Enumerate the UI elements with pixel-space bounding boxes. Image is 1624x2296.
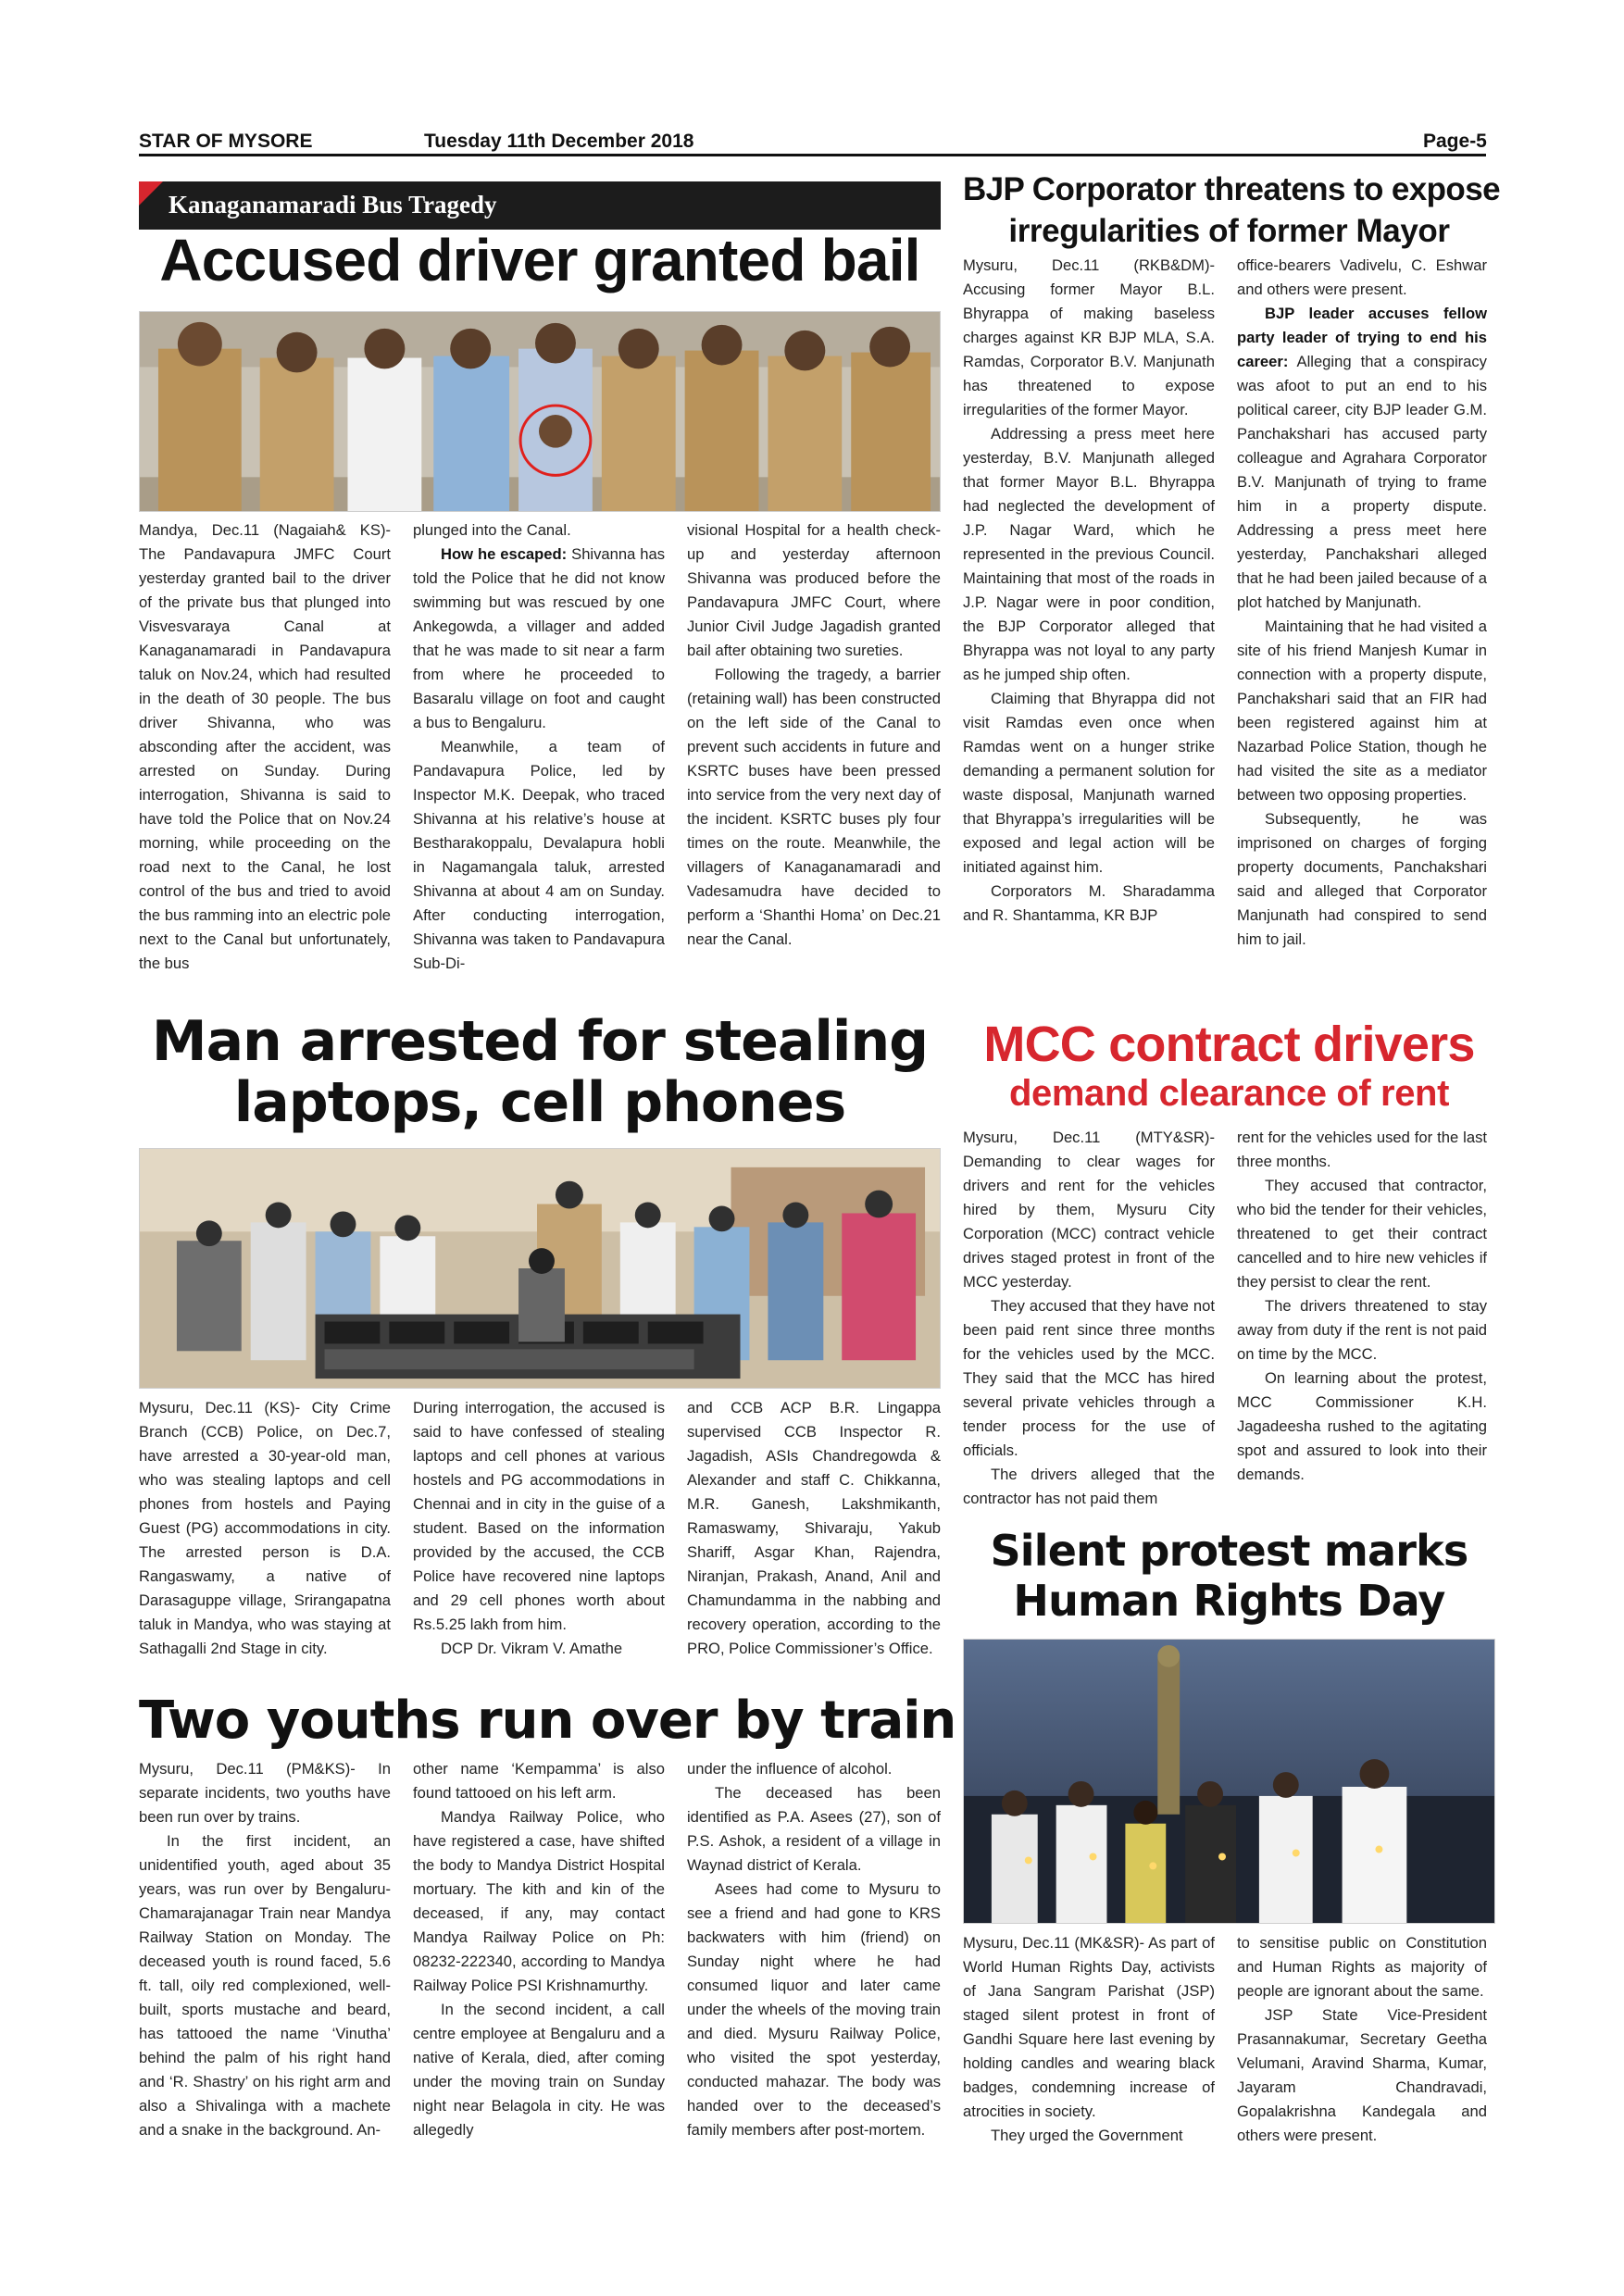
header-rule xyxy=(139,154,1486,156)
story2-col2-p1: office-bearers Vadivelu, C. Eshwar and others were present. xyxy=(1237,256,1487,298)
story3-col1-text: Mysuru, Dec.11 (KS)- City Crime Branch (CCB) Police, on Dec.7, have arrested a 30-year-old man, who was stealing laptops and cell phones from hostels and Paying Guest (PG) accommodations in city. The arrested person is D.A. Rangaswamy, a native of Darasaguppe village, Srirangapatna taluk in Mandya, who was staying at Sathagalli 2nd Stage in city. xyxy=(139,1399,391,1657)
story1-col1 xyxy=(139,518,391,1009)
story1-headline: Accused driver granted bail xyxy=(159,227,920,293)
story1-col2-p2-text: Shivanna has told the Police that he did not know swimming but was rescued by one Ankegowda, a villager and added that he was made to sit near a farm from where he proceeded to Basaralu village on foot and caught a bus to Bengaluru. xyxy=(413,545,665,731)
story5-headline-line1: Silent protest marks xyxy=(990,1526,1468,1576)
story3-col2-p1: During interrogation, the accused is said to have confessed of stealing laptops and cell phones at various hostels and PG accommodations in Chennai and in city in the guise of a student. Based on the information provided by the accused, the CCB Police have recovered nine laptops and 29 cell phones worth about Rs.5.25 lakh from him. xyxy=(413,1399,665,1633)
story4-col2-p2: They accused that contractor, who bid the tender for their vehicles, threatened to get their contract cancelled and to hire new vehicles if they persist to clear the rent. xyxy=(1237,1177,1487,1291)
story4-headline-line1: MCC contract drivers xyxy=(983,1017,1475,1072)
story1-col1-text: Mandya, Dec.11 (Nagaiah& KS)- The Pandavapura JMFC Court yesterday granted bail to the driver of the private bus that plunged into Visvesvaraya Canal at Kanaganamaradi in Pandavapura taluk on Nov.24, which had resulted in the death of 30 people. The bus driver Shivanna, who was absconding after the accident, was arrested on Sunday. During interrogation, Shivanna is said to have told the Police that on Nov.24 morning, while proceeding on the road next to the Canal, he lost control of the bus and tried to avoid the bus ramming into an electric pole next to the Canal but unfortunately, the bus xyxy=(139,521,391,972)
story6-col3-p2: The deceased has been identified as P.A. Asees (27), son of P.S. Ashok, a resident of a village in Waynad district of Kerala. xyxy=(687,1784,941,1874)
story5-col2-p1: to sensitise public on Constitution and Human Rights as majority of people are ignorant about the same. xyxy=(1237,1934,1487,2000)
story3-headline xyxy=(139,1011,941,1133)
story2-col2-p2-text: Alleging that a conspiracy was afoot to put an end to his political career, city BJP leader G.M. Panchakshari has accused party colleague and Agrahara Corporator B.V. Manjunath of trying to frame him in a property dispute. Addressing a press meet here yesterday, Panchakshari alleged that he had been jailed because of a plot hatched by Manjunath. xyxy=(1237,353,1487,611)
story5-col1-p2: They urged the Government xyxy=(991,2127,1183,2144)
story2-col2-p3: Maintaining that he had visited a site of his friend Manjesh Kumar in connection with a property dispute, Panchakshari said that an FIR had been registered against him at Nazarbad Police Station, though he had visited the site as a mediator between two opposing properties. xyxy=(1237,618,1487,804)
story2-col1-p4: Corporators M. Sharadamma and R. Shantamma, KR BJP xyxy=(963,882,1215,924)
story6-col1-p1: Mysuru, Dec.11 (PM&KS)- In separate incidents, two youths have been run over by trains. xyxy=(139,1760,391,1826)
story4-col2-p1: rent for the vehicles used for the last three months. xyxy=(1237,1129,1487,1170)
story2-headline xyxy=(963,168,1500,252)
story5-photo xyxy=(963,1639,1495,1924)
story3-col1 xyxy=(139,1396,391,1692)
story6-col2-p2: Mandya Railway Police, who have registered a case, have shifted the body to Mandya District Hospital mortuary. The kith and kin of the deceased, if any, may contact Mandya Railway Police on Ph: 08232-222340, according to Mandya Railway Police PSI Krishnamurthy. xyxy=(413,1808,665,1994)
story3-headline-line2: laptops, cell phones xyxy=(233,1070,846,1135)
paper-name: STAR OF MYSORE xyxy=(139,131,313,152)
story3-headline-line1: Man arrested for stealing xyxy=(151,1009,929,1074)
story6-col3 xyxy=(687,1757,941,2183)
story3-col2 xyxy=(413,1396,665,1692)
story4-col1 xyxy=(963,1126,1215,1524)
story4-headline-line2: demand clearance of rent xyxy=(1008,1073,1449,1114)
story6-col2-p3: In the second incident, a call centre employee at Bengaluru and a native of Kerala, died, after coming under the moving train on Sunday night near Belagola in city. He was allegedly xyxy=(413,2001,665,2139)
story3-photo xyxy=(139,1148,941,1389)
story1-kicker-bar xyxy=(139,181,941,230)
story6-col2-p1: other name ‘Kempamma’ is also found tattooed on his left arm. xyxy=(413,1760,665,1802)
story1-col3-p1: visional Hospital for a health check-up and yesterday afternoon Shivanna was produced before the Pandavapura JMFC Court, where Junior Civil Judge Jagadish granted bail after obtaining two sureties. xyxy=(687,521,941,659)
story1-kicker: Kanaganamaradi Bus Tragedy xyxy=(169,191,497,218)
story1-col2-p3: Meanwhile, a team of Pandavapura Police, led by Inspector M.K. Deepak, who traced Shivanna at his relative’s house at Bestharakoppalu, Devalapura hobli in Nagamangala taluk, arrested Shivanna at about 4 am on Sunday. After conducting interrogation, Shivanna was taken to Pandavapura Sub-Di- xyxy=(413,738,665,972)
story1-col2-p2 xyxy=(413,543,665,735)
story4-headline xyxy=(963,1017,1495,1115)
story2-col2-p4: Subsequently, he was imprisoned on charges of forging property documents, Panchakshari said and alleged that Corporator Manjunath had conspired to send him to jail. xyxy=(1237,810,1487,948)
group-photo-police-icon xyxy=(140,312,940,511)
story2-col1-p2: Addressing a press meet here yesterday, B.V. Manjunath alleged that former Mayor B.L. Bhyrappa had neglected the development of J.P. Nagar Ward, which he represented in the previous Council. Maintaining that most of the roads in J.P. Nagar were in poor condition, the BJP Corporator alleged that Bhyrappa was not loyal to any party as he jumped ship often. xyxy=(963,425,1215,683)
page-number: Page-5 xyxy=(1423,131,1487,152)
story3-col3 xyxy=(687,1396,941,1692)
story1-col2-p1: plunged into the Canal. xyxy=(413,521,571,539)
story5-col2-p2: JSP State Vice-President Prasannakumar, Secretary Geetha Velumani, Aravind Sharma, Kumar, Jayaram Chandravadi, Gopalakrishna Kandegala and others were present. xyxy=(1237,2006,1487,2144)
story4-col2-p3: The drivers threatened to stay away from duty if the rent is not paid on time by the MCC. xyxy=(1237,1297,1487,1363)
story5-headline-line2: Human Rights Day xyxy=(1013,1576,1445,1626)
story4-col1-p1: Mysuru, Dec.11 (MTY&SR)- Demanding to clear wages for drivers and rent for the vehicles hired by them, Mysuru City Corporation (MCC) contract vehicle drives staged protest in front of the MCC yesterday. xyxy=(963,1129,1215,1291)
story1-col3 xyxy=(687,518,941,1009)
candle-protest-photo-icon xyxy=(964,1640,1494,1923)
story4-col2 xyxy=(1237,1126,1487,1524)
story6-col3-p3: Asees had come to Mysuru to see a friend and had gone to KRS backwaters with him (friend) on Sunday night where he had consumed liquor and later came under the wheels of the moving train and died. Mysuru Railway Police, who visited the spot yesterday, conducted mahazar. The body was handed over to the deceased’s family members after post-mortem. xyxy=(687,1880,941,2139)
story4-col1-p2: They accused that they have not been paid rent since three months for the vehicles used by the MCC. They said that the MCC has hired several private vehicles through a tender process for the use of officials. xyxy=(963,1297,1215,1459)
story2-col1-p3: Claiming that Bhyrappa did not visit Ramdas even once when Ramdas went on a hunger strike demanding a permanent solution for waste disposal, Manjunath warned that Bhyrappa’s irregularities will be exposed and legal action will be initiated against him. xyxy=(963,690,1215,876)
group-photo-seized-laptops-icon xyxy=(140,1149,940,1388)
story1-subhead: How he escaped: xyxy=(441,545,568,563)
story5-headline xyxy=(963,1526,1495,1626)
story5-col1 xyxy=(963,1931,1215,2181)
story4-col1-p3: The drivers alleged that the contractor has not paid them xyxy=(963,1466,1215,1507)
story6-col1 xyxy=(139,1757,391,2183)
story2-col1 xyxy=(963,254,1215,1009)
story2-col2-p2 xyxy=(1237,302,1487,615)
story1-col2 xyxy=(413,518,665,1009)
story2-headline-line2: irregularities of former Mayor xyxy=(1008,213,1450,249)
story6-col2 xyxy=(413,1757,665,2183)
story6-col1-p2: In the first incident, an unidentified youth, aged about 35 years, was run over by Bengaluru-Chamarajanagar Train near Mandya Railway Station on Monday. The deceased youth is round faced, 5.6 ft. tall, oily red complexioned, well-built, sports mustache and beard, has tattooed the name ‘Vinutha’ behind the palm of his right hand and ‘R. Shastry’ on his right arm and also a Shivalinga with a machete and a snake in the background. An- xyxy=(139,1832,391,2139)
story3-col2-p2: DCP Dr. Vikram V. Amathe xyxy=(441,1640,623,1657)
red-flag-icon xyxy=(139,181,163,206)
story2-subhead: BJP leader accuses fellow party leader of trying to end his career: xyxy=(1237,305,1487,370)
story6-col3-p1: under the influence of alcohol. xyxy=(687,1760,893,1778)
story6-headline: Two youths run over by train xyxy=(139,1691,956,1751)
story1-col3-p2: Following the tragedy, a barrier (retaining wall) has been constructed on the left side of the Canal to prevent such accidents in future and KSRTC buses have been pressed into service from the very next day of the incident. KSRTC buses ply four times on the route. Meanwhile, the villagers of Kanaganamaradi and Vadesamudra have decided to perform a ‘Shanthi Homa’ on Dec.21 near the Canal. xyxy=(687,666,941,948)
story2-col1-p1: Mysuru, Dec.11 (RKB&DM)- Accusing former Mayor B.L. Bhyrappa of making baseless charges against KR BJP MLA, S.A. Ramdas, Corporator B.V. Manjunath has threatened to expose irregularities of the former Mayor. xyxy=(963,256,1215,418)
story5-col1-p1: Mysuru, Dec.11 (MK&SR)- As part of World Human Rights Day, activists of Jana Sangram Parishat (JSP) staged silent protest in front of Gandhi Square here last evening by holding candles and wearing black badges, condemning increase of atrocities in society. xyxy=(963,1934,1215,2120)
story4-col2-p4: On learning about the protest, MCC Commissioner K.H. Jagadeesha rushed to the agitating spot and assured to look into their demands. xyxy=(1237,1369,1487,1483)
story2-headline-line1: BJP Corporator threatens to expose xyxy=(963,171,1500,207)
story1-photo xyxy=(139,311,941,512)
story5-col2 xyxy=(1237,1931,1487,2181)
story2-col2 xyxy=(1237,254,1487,1009)
story3-col3-text: and CCB ACP B.R. Lingappa supervised CCB Inspector R. Jagadish, ASIs Chandregowda & Alexander and staff C. Chikkanna, M.R. Ganesh, Lakshmikanth, Ramaswamy, Shivaraju, Yakub Shariff, Asgar Khan, Rajendra, Niranjan, Prakash, Anand, Anil and Chamundamma in the nabbing and recovery operation, according to the PRO, Police Commissioner’s Office. xyxy=(687,1399,941,1657)
issue-date: Tuesday 11th December 2018 xyxy=(424,131,694,152)
